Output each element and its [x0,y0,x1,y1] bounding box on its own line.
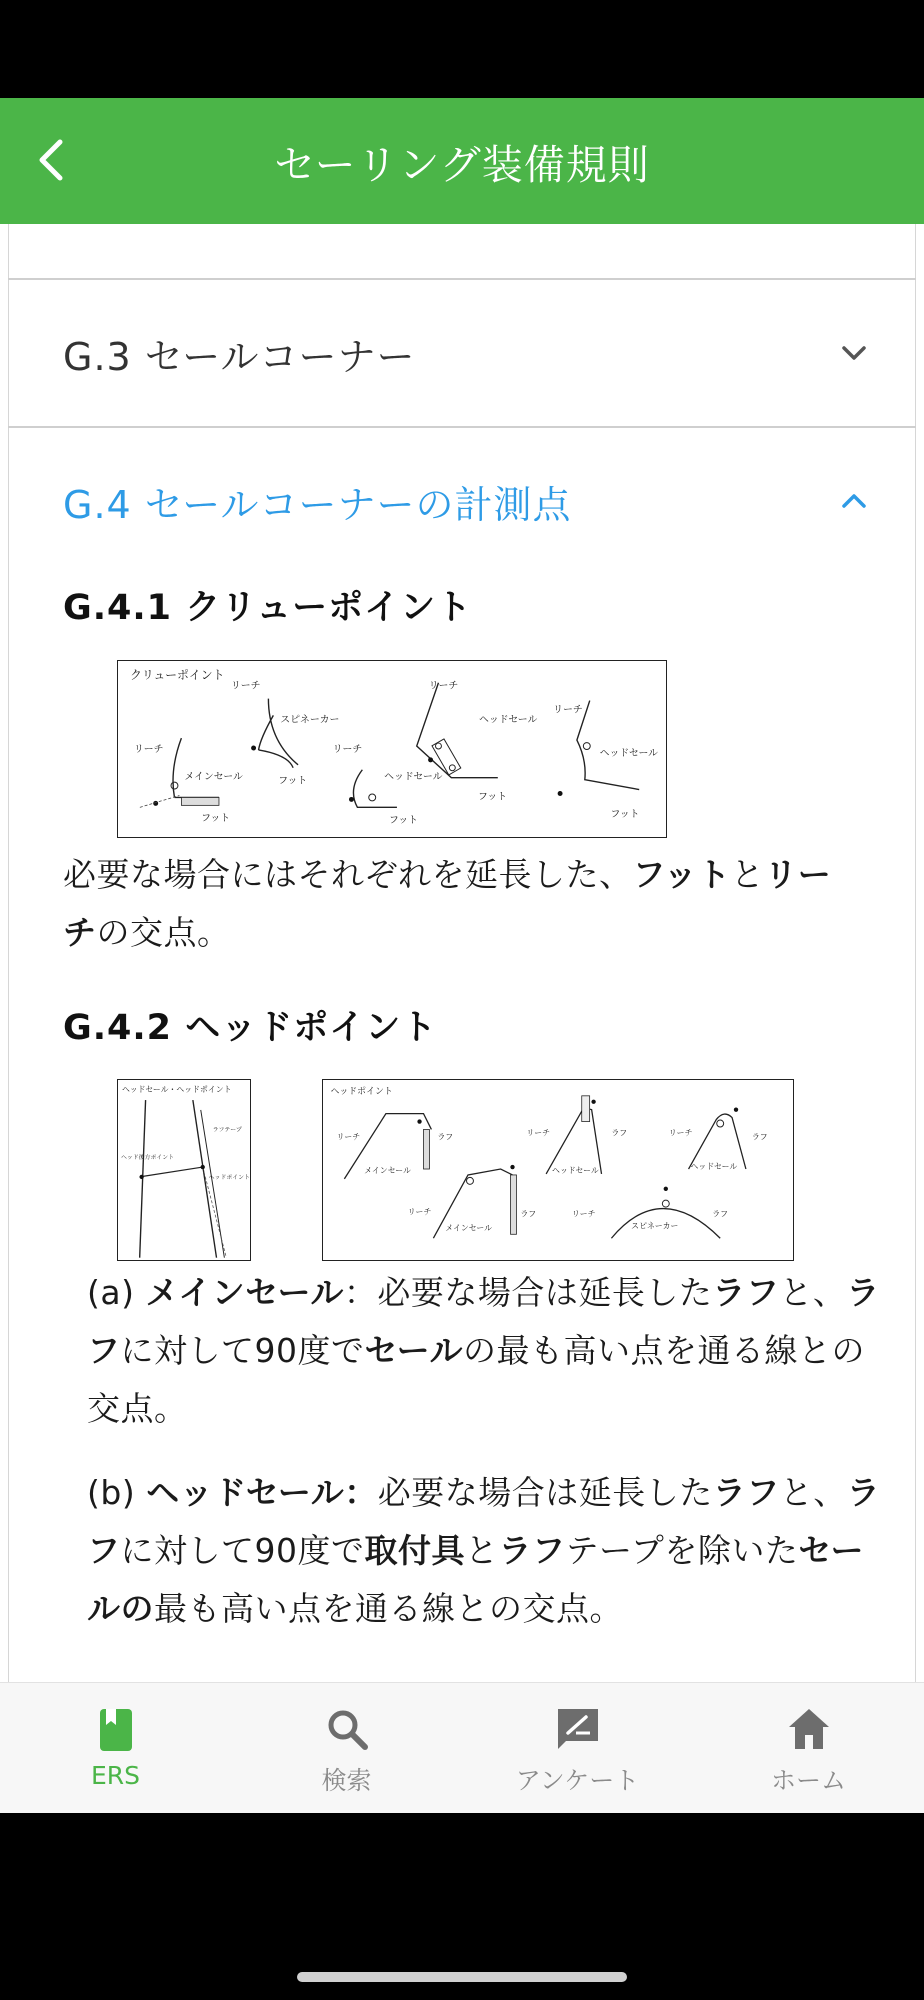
section-title: G.4 セールコーナーの計測点 [63,482,572,527]
svg-text:ヘッドセール: ヘッドセール [552,1165,599,1175]
nav-label: アンケート [515,1766,640,1795]
svg-text:リーチ: リーチ [668,1128,693,1138]
svg-text:フット: フット [201,813,231,825]
svg-text:メインセール: メインセール [445,1223,493,1233]
svg-text:リーチ: リーチ [407,1207,432,1217]
svg-text:リーチ: リーチ [230,680,261,692]
svg-text:ヘッドポイント: ヘッドポイント [208,1174,250,1181]
svg-text:リーチ: リーチ [428,680,459,692]
section-g4-row[interactable] [8,428,916,574]
nav-ers[interactable] [0,1683,231,1813]
svg-text:フット: フット [389,815,418,827]
svg-text:ヘッドポイント: ヘッドポイント [330,1086,393,1097]
svg-text:ヘッドセール: ヘッドセール [690,1162,738,1172]
nav-survey[interactable] [462,1683,693,1813]
g42-item-a: (a) メインセール：必要な場合は延長したラフと、ラフに対して90度でセールの最も高い点を通る線との交点。 [87,1273,880,1428]
svg-text:リーチ: リーチ [526,1128,551,1138]
svg-text:スピネーカー: スピネーカー [280,714,340,726]
svg-text:フット: フット [278,775,308,787]
g41-description: 必要な場合にはそれぞれを延長した、フットとリーチの交点。 [63,855,832,952]
svg-text:スピネーカー: スピネーカー [631,1221,679,1231]
svg-text:リーチ: リーチ [133,743,164,755]
svg-text:フット: フット [610,809,640,821]
svg-text:ヘッドセール・ヘッドポイント: ヘッドセール・ヘッドポイント [121,1085,232,1095]
nav-home[interactable] [693,1683,924,1813]
section-g3-row[interactable] [8,280,916,426]
home-icon [783,1703,835,1755]
nav-label: ホーム [770,1766,846,1795]
svg-text:リーチ: リーチ [332,743,363,755]
figure-title: クリューポイント [129,667,225,682]
subsection-heading: G.4.1 クリューポイント [63,588,473,628]
book-icon [90,1703,142,1755]
svg-text:リーチ: リーチ [336,1132,361,1142]
clew-point-figure [117,660,667,838]
back-button[interactable] [22,128,86,192]
headpoint-figure [322,1079,794,1261]
svg-text:メインセール: メインセール [364,1165,411,1175]
app-header [0,98,924,224]
svg-text:ヘッドセール: ヘッドセール [599,747,659,759]
headsail-headpoint-figure [117,1079,251,1261]
search-icon [321,1703,373,1755]
status-bar [0,0,924,98]
nav-search[interactable] [231,1683,462,1813]
svg-text:リーチ: リーチ [553,704,583,716]
svg-text:フット: フット [478,791,507,803]
chevron-left-icon [22,128,86,192]
section-title: G.3 セールコーナー [63,334,416,379]
content-area[interactable] [0,224,924,1682]
g42-item-b: (b) ヘッドセール：必要な場合は延長したラフと、ラフに対して90度で取付具とラフテープを除いたセールの最も高い点を通る線との交点。 [87,1473,881,1628]
chevron-up-icon [836,483,872,519]
svg-text:ラフ: ラフ [611,1128,628,1138]
svg-text:ヘッドセール: ヘッドセール [479,714,538,726]
svg-text:メインセール: メインセール [184,771,243,783]
bottom-nav [0,1682,924,1813]
svg-text:ヘッド後方ポイント: ヘッド後方ポイント [120,1155,175,1162]
nav-label: 検索 [321,1766,372,1795]
chevron-down-icon [836,335,872,371]
svg-text:ラフ: ラフ [712,1209,729,1219]
survey-icon [552,1703,604,1755]
svg-text:ラフ: ラフ [437,1132,454,1142]
subsection-heading: G.4.2 ヘッドポイント [63,1008,438,1048]
svg-text:リーチ: リーチ [571,1209,596,1219]
page-title: セーリング装備規則 [274,140,650,189]
svg-text:ラフ: ラフ [751,1132,768,1142]
svg-text:ラフ: ラフ [520,1209,537,1219]
svg-text:ヘッドセール: ヘッドセール [384,771,443,783]
svg-text:ラフテープ: ラフテープ [212,1127,242,1134]
home-indicator [297,1972,627,1982]
nav-label: ERS [90,1761,141,1790]
